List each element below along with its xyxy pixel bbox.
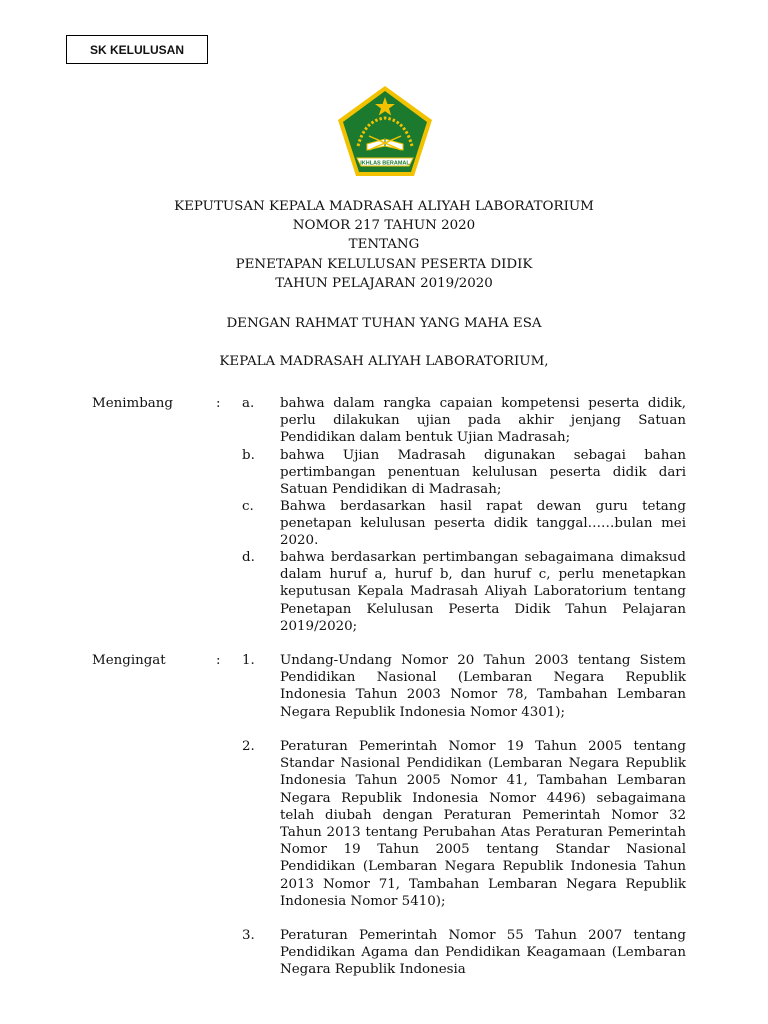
document-title [0, 197, 768, 293]
mengingat-item-2: Peraturan Pemerintah Nomor 19 Tahun 2005 tentang Standar Nasional Pendidikan (Lembaran Negara Republik Indonesia Tahun 2005 Nomor 41, Tambahan Lembaran Negara Republik Indonesia Nomor 4496) sebagaimana telah diubah dengan Peraturan Pemerintah Nomor 32 Tahun 2013 tentang Perubahan Atas Peraturan Pemerintah Nomor 19 Tahun 2005 tentang Standar Nasional Pendidikan (Lembaran Negara Republik Indonesia Tahun 2013 Nomor 71, Tambahan Lembaran Negara Republik Indonesia Nomor 5410); [280, 739, 686, 909]
mengingat-label: Mengingat [92, 653, 166, 668]
title-number: NOMOR 217 TAHUN 2020 [292, 218, 476, 234]
menimbang-colon: : [216, 396, 221, 411]
list-marker: 1. [242, 653, 255, 668]
logo-ribbon-text: IKHLAS BERAMAL [360, 160, 410, 167]
menimbang-item-b: bahwa Ujian Madrasah digunakan sebagai bahan pertimbangan penentuan kelulusan peserta didik dari Satuan Pendidikan di Madrasah; [280, 448, 686, 498]
list-marker: 3. [242, 928, 255, 943]
list-marker: c. [242, 499, 254, 514]
sk-kelulusan-label: SK KELULUSAN [66, 35, 208, 64]
menimbang-label: Menimbang [92, 396, 173, 411]
official-title: KEPALA MADRASAH ALIYAH LABORATORIUM, [219, 354, 549, 369]
menimbang-item-c: Bahwa berdasarkan hasil rapat dewan guru tetang penetapan kelulusan peserta didik tanggal……bulan mei 2020. [280, 499, 686, 549]
list-marker: b. [242, 448, 255, 463]
mengingat-item-1: Undang-Undang Nomor 20 Tahun 2003 tentang Sistem Pendidikan Nasional (Lembaran Negara Republik Indonesia Tahun 2003 Nomor 78, Tambahan Lembaran Negara Republik Indonesia Nomor 4301); [280, 653, 686, 720]
title-line: KEPUTUSAN KEPALA MADRASAH ALIYAH LABORATORIUM [174, 199, 594, 214]
menimbang-item-d: bahwa berdasarkan pertimbangan sebagaimana dimaksud dalam huruf a, huruf b, dan huruf c, perlu menetapkan keputusan Kepala Madrasah Aliyah Laboratorium tentang Penetapan Kelulusan Peserta Didik Tahun Pelajaran 2019/2020; [280, 550, 686, 634]
list-marker: 2. [242, 739, 255, 754]
mengingat-item-3: Peraturan Pemerintah Nomor 55 Tahun 2007 tentang Pendidikan Agama dan Pendidikan Keagamaan (Lembaran Negara Republik Indonesia [280, 928, 686, 978]
blessing-line: DENGAN RAHMAT TUHAN YANG MAHA ESA [226, 316, 542, 331]
menimbang-item-a: bahwa dalam rangka capaian kompetensi peserta didik, perlu dilakukan ujian pada akhir jenjang Satuan Pendidikan dalam bentuk Ujian Madrasah; [280, 396, 686, 446]
title-year: TAHUN PELAJARAN 2019/2020 [275, 275, 493, 291]
list-marker: d. [242, 550, 255, 565]
title-subject: PENETAPAN KELULUSAN PESERTA DIDIK [235, 256, 533, 272]
list-marker: a. [242, 396, 255, 411]
mengingat-colon: : [216, 653, 221, 668]
kemenag-logo-icon [335, 84, 435, 179]
title-tentang: TENTANG [348, 237, 420, 253]
